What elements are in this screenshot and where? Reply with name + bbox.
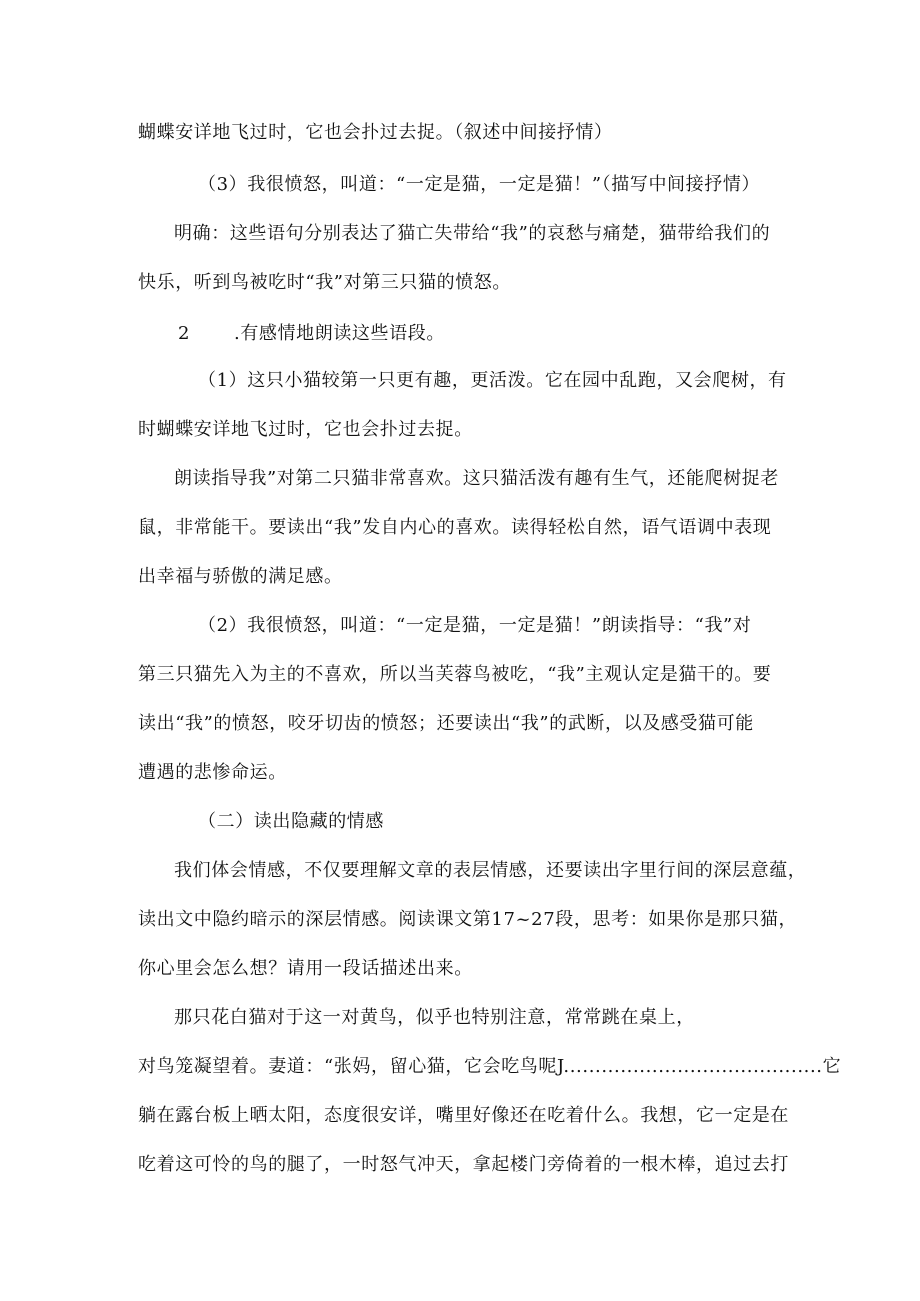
text-line: 明确：这些语句分别表达了猫亡失带给“我”的哀愁与痛楚，猫带给我们的: [174, 223, 771, 244]
text-line: 吃着这可怜的鸟的腿了，一时怒气冲天，拿起楼门旁倚着的一根木棒，追过去打: [138, 1154, 789, 1175]
text-line: 蝴蝶安详地飞过时，它也会扑过去捉。（叙述中间接抒情）: [138, 122, 613, 143]
text-line: 读出文中隐约暗示的深层情感。阅读课文第17~27段，思考：如果你是那只猫，: [138, 909, 798, 930]
text-line: 时蝴蝶安详地飞过时，它也会扑过去捉。: [138, 419, 473, 440]
text-line: 躺在露台板上晒太阳，态度很安详，嘴里好像还在吃着什么。我想，它一定是在: [138, 1105, 789, 1126]
text-line: 出幸福与骄傲的满足感。: [138, 566, 343, 587]
text-line: 快乐，听到鸟被吃时“我”对第三只猫的愤怒。: [138, 272, 512, 293]
text-line: 我们体会情感，不仅要理解文章的表层情感，还要读出字里行间的深层意蕴，: [174, 860, 807, 881]
text-line: 读出“我”的愤怒，咬牙切齿的愤怒；还要读出“我”的武断，以及感受猫可能: [138, 713, 754, 734]
text-line: 遭遇的悲惨命运。: [138, 762, 287, 783]
text-line: （1）这只小猫较第一只更有趣，更活泼。它在园中乱跑，又会爬树，有: [198, 370, 787, 391]
text-line: 鼠，非常能干。要读出“我”发自内心的喜欢。读得轻松自然，语气语调中表现: [138, 517, 772, 538]
text-line: .有感情地朗读这些语段。: [234, 323, 445, 344]
list-number: 2: [178, 323, 191, 344]
text-line: 你心里会怎么想？请用一段话描述出来。: [138, 958, 473, 979]
text-line: （2）我很愤怒，叫道：“一定是猫，一定是猫！”朗读指导：“我”对: [198, 615, 752, 636]
text-line: （3）我很愤怒，叫道：“一定是猫，一定是猫！”（描写中间接抒情）: [198, 174, 761, 195]
section-heading: （二）读出隐藏的情感: [198, 811, 384, 832]
text-line: 朗读指导我”对第二只猫非常喜欢。这只猫活泼有趣有生气，还能爬树捉老: [174, 468, 779, 489]
text-line: 那只花白猫对于这一对黄鸟，似乎也特别注意，常常跳在桌上，: [174, 1007, 695, 1028]
text-line: 对鸟笼凝望着。妻道：“张妈，留心猫，它会吃鸟呢J.........................................它: [138, 1056, 842, 1077]
text-line: 第三只猫先入为主的不喜欢，所以当芙蓉鸟被吃，“我”主观认定是猫干的。要: [138, 664, 772, 685]
